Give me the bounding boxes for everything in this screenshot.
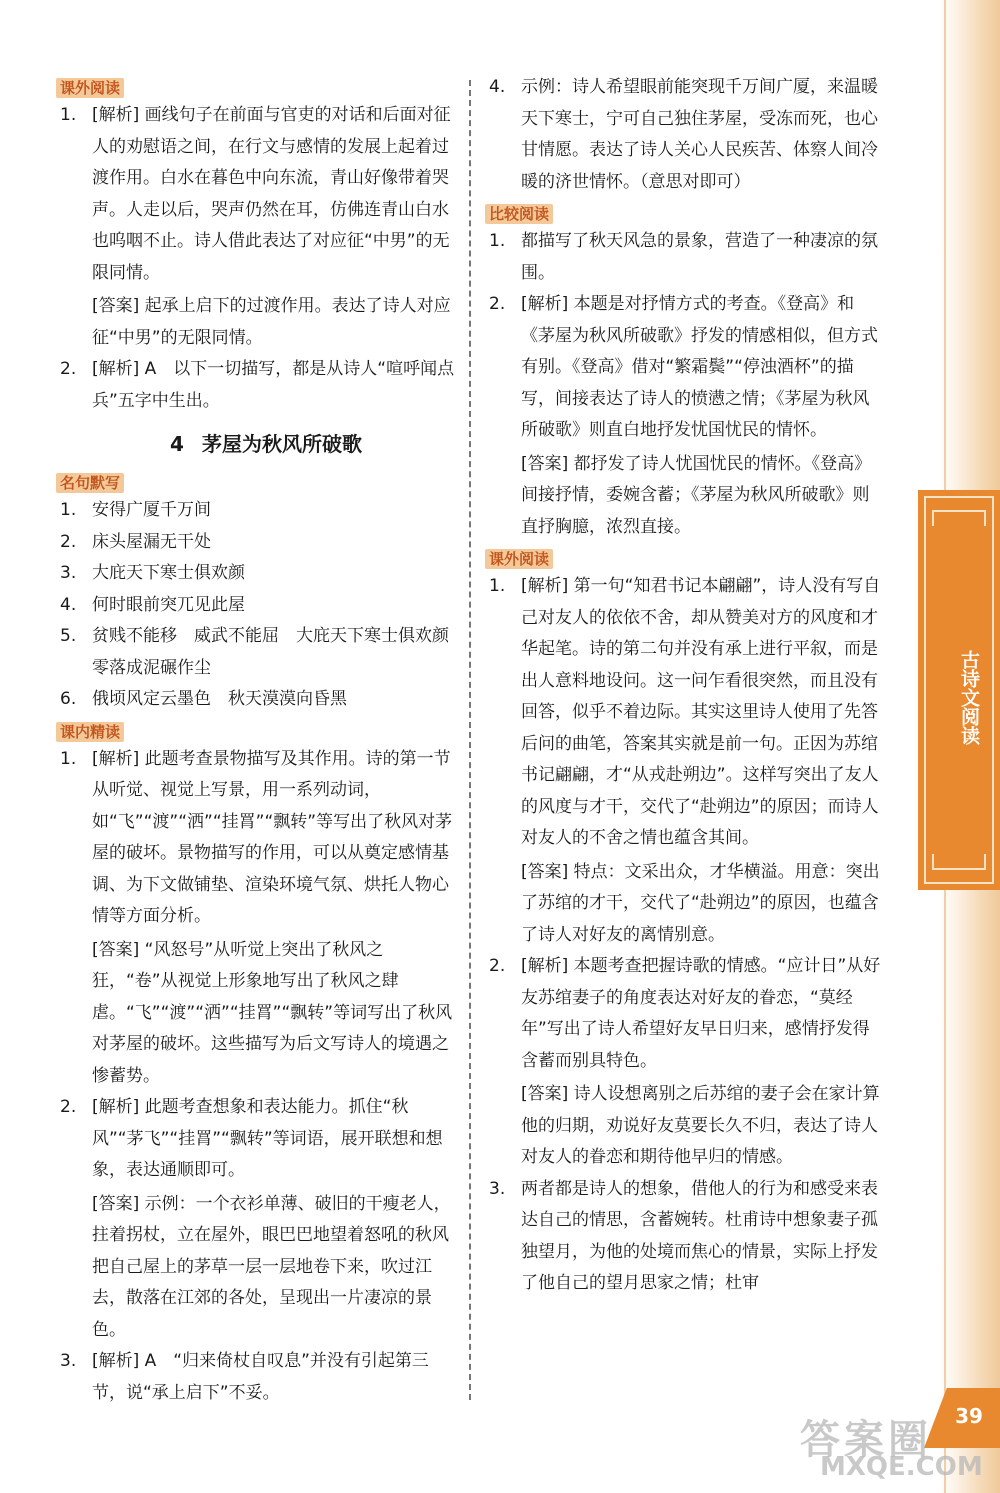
section-tag-famous-lines: 名句默写 xyxy=(56,473,124,493)
list-item xyxy=(56,100,456,289)
item-text: [解析] 此题考查景物描写及其作用。诗的第一节从听觉、视觉上写景，用一系列动词，如“飞”“渡”“洒”“挂罥”“飘转”等写出了秋风对茅屋的破坏。景物描写的作用，可以从奠定感情基调、为下文做铺垫、渲染环境气氛、烘托人物心情等方面分析。 xyxy=(92,748,453,926)
list-item xyxy=(56,527,456,559)
item-number: 5. xyxy=(60,626,77,646)
page-number: 39 xyxy=(955,1404,983,1428)
item-text: 大庇天下寒士俱欢颜 xyxy=(92,563,245,583)
item-text: [解析] A 以下一切描写，都是从诗人“喧呼闻点兵”五字中生出。 xyxy=(92,359,455,411)
item-number: 1. xyxy=(60,105,77,125)
item-number: 3. xyxy=(60,563,77,583)
item-number: 2. xyxy=(60,359,77,379)
section-tag-extracurricular-2: 课外阅读 xyxy=(485,549,553,569)
right-column xyxy=(485,72,885,1300)
item-text: [解析] 画线句子在前面与官吏的对话和后面对征人的劝慰语之间，在行文与感情的发展上起着过渡作用。白水在暮色中向东流，青山好像带着哭声。人走以后，哭声仍然在耳，仿佛连青山白水也呜咽不止。诗人借此表达了对应征“中男”的无限同情。 xyxy=(92,105,451,283)
item-number: 1. xyxy=(60,748,77,769)
list-item xyxy=(56,495,456,527)
column-divider xyxy=(469,80,471,1400)
item-text: [解析] 第一句“知君书记本翩翩”，诗人没有写自己对友人的依依不舍，却从赞美对方的风度和才华起笔。诗的第二句并没有承上进行平叙，而是出人意料地设问。这一问乍看很突然，而且没有回答，似乎不着边际。其实这里诗人使用了先答后问的曲笔，答案其实就是前一句。正因为苏绾书记翩翩，才“从戎赴朔边”。这样写突出了友人的风度与才干，交代了“赴朔边”的原因；而诗人对友人的不舍之情也蕴含其间。 xyxy=(521,576,881,848)
item-number: 3. xyxy=(60,1351,77,1371)
list-item xyxy=(56,590,456,622)
answer-text: [答案] “风怒号”从听觉上突出了秋风之狂，“卷”从视觉上形象地写出了秋风之肆虐。“飞”“渡”“洒”“挂罥”“飘转”等词写出了秋风对茅屋的破坏。这些描写为后文写诗人的境遇之惨蓄势。 xyxy=(92,939,453,1086)
section-tag-close-reading: 课内精读 xyxy=(56,722,124,742)
answer-text: [答案] 示例：一个衣衫单薄、破旧的干瘦老人，拄着拐杖，立在屋外，眼巴巴地望着怒吼的秋风把自己屋上的茅草一层一层地卷下来，吹过江去，散落在江郊的各处，呈现出一片凄凉的景色。 xyxy=(92,1193,451,1340)
item-number: 1. xyxy=(489,576,506,596)
list-item xyxy=(56,558,456,590)
item-number: 4. xyxy=(60,594,77,615)
list-item xyxy=(56,1346,456,1409)
item-text: 床头屋漏无干处 xyxy=(92,531,211,552)
item-number: 3. xyxy=(489,1178,506,1199)
chapter-name: 茅屋为秋风所破歌 xyxy=(201,432,362,456)
answer-text: [答案] 诗人设想离别之后苏绾的妻子会在家计算他的归期，劝说好友莫要长久不归，表达了诗人对友人的眷恋和期待他早归的情感。 xyxy=(521,1084,880,1167)
list-item xyxy=(485,289,885,447)
item-number: 2. xyxy=(60,531,77,552)
item-text: 都描写了秋天风急的景象，营造了一种凄凉的氛围。 xyxy=(521,231,878,283)
item-text: 何时眼前突兀见此屋 xyxy=(92,594,245,615)
item-text: 俄顷风定云墨色 秋天漠漠向昏黑 xyxy=(92,689,347,709)
answer-text: [答案] 特点：文采出众，才华横溢。用意：突出了苏绾的才干，交代了“赴朔边”的原因，也蕴含了诗人对好友的离情别意。 xyxy=(521,861,880,945)
item-number: 1. xyxy=(489,231,506,251)
item-text: 安得广厦千万间 xyxy=(92,500,211,520)
item-text: 示例：诗人希望眼前能突现千万间广厦，来温暖天下寒士，宁可自己独住茅屋，受冻而死，也心甘情愿。表达了诗人关心人民疾苦、体察人间冷暖的济世情怀。（意思对即可） xyxy=(521,77,878,192)
list-item xyxy=(485,951,885,1077)
section-tag-extracurricular: 课外阅读 xyxy=(56,78,124,98)
list-item xyxy=(485,226,885,289)
list-item xyxy=(485,72,885,198)
item-text: [解析] 本题是对抒情方式的考查。《登高》和《茅屋为秋风所破歌》抒发的情感相似，但方式有别。《登高》借对“繁霜鬓”“停浊酒杯”的描写，间接表达了诗人的愤懑之情；《茅屋为秋风所破歌》则直白地抒发忧国忧民的情怀。 xyxy=(521,294,878,440)
item-number: 1. xyxy=(60,500,77,520)
item-text: [解析] 此题考查想象和表达能力。抓住“秋风”“茅飞”“挂罥”“飘转”等词语，展开联想和想象，表达通顺即可。 xyxy=(92,1097,443,1180)
section-side-tab xyxy=(918,490,1000,890)
list-item xyxy=(56,684,456,716)
chapter-title xyxy=(56,427,456,461)
left-column xyxy=(56,72,466,1409)
item-number: 2. xyxy=(489,294,506,314)
item-number: 2. xyxy=(60,1097,77,1117)
watermark-url: MXQE.COM xyxy=(820,1452,983,1482)
side-tab-label: 古诗文阅读 xyxy=(958,650,980,745)
list-item xyxy=(56,621,466,684)
item-number: 2. xyxy=(489,956,506,976)
list-item xyxy=(56,1092,456,1187)
item-number: 4. xyxy=(489,77,506,97)
watermark-logo: 答案圈 xyxy=(800,1417,932,1463)
answer-text: [答案] 都抒发了诗人忧国忧民的情怀。《登高》间接抒情，委婉含蓄；《茅屋为秋风所破歌》则直抒胸臆，浓烈直接。 xyxy=(521,453,872,537)
section-tag-comparative: 比较阅读 xyxy=(485,204,553,224)
item-text: 两者都是诗人的想象，借他人的行为和感受来表达自己的情思，含蓄婉转。杜甫诗中想象妻子孤独望月，为他的处境而焦心的情景，实际上抒发了他自己的望月思家之情；杜审 xyxy=(521,1178,878,1293)
item-text: [解析] A “归来倚杖自叹息”并没有引起第三节，说“承上启下”不妥。 xyxy=(92,1351,429,1403)
answer-text: [答案] 起承上启下的过渡作用。表达了诗人对应征“中男”的无限同情。 xyxy=(92,296,451,348)
item-text: 贫贱不能移 威武不能屈 大庇天下寒士俱欢颜 零落成泥碾作尘 xyxy=(92,626,466,678)
item-number: 6. xyxy=(60,689,77,709)
list-item xyxy=(485,1174,885,1300)
chapter-number: 4 xyxy=(170,432,184,456)
list-item xyxy=(485,571,885,855)
list-item xyxy=(56,744,456,933)
item-text: [解析] 本题考查把握诗歌的情感。“应计日”从好友苏绾妻子的角度表达对好友的眷恋，“莫经年”写出了诗人希望好友早日归来，感情抒发得含蓄而别具特色。 xyxy=(521,956,881,1071)
list-item xyxy=(56,354,456,417)
